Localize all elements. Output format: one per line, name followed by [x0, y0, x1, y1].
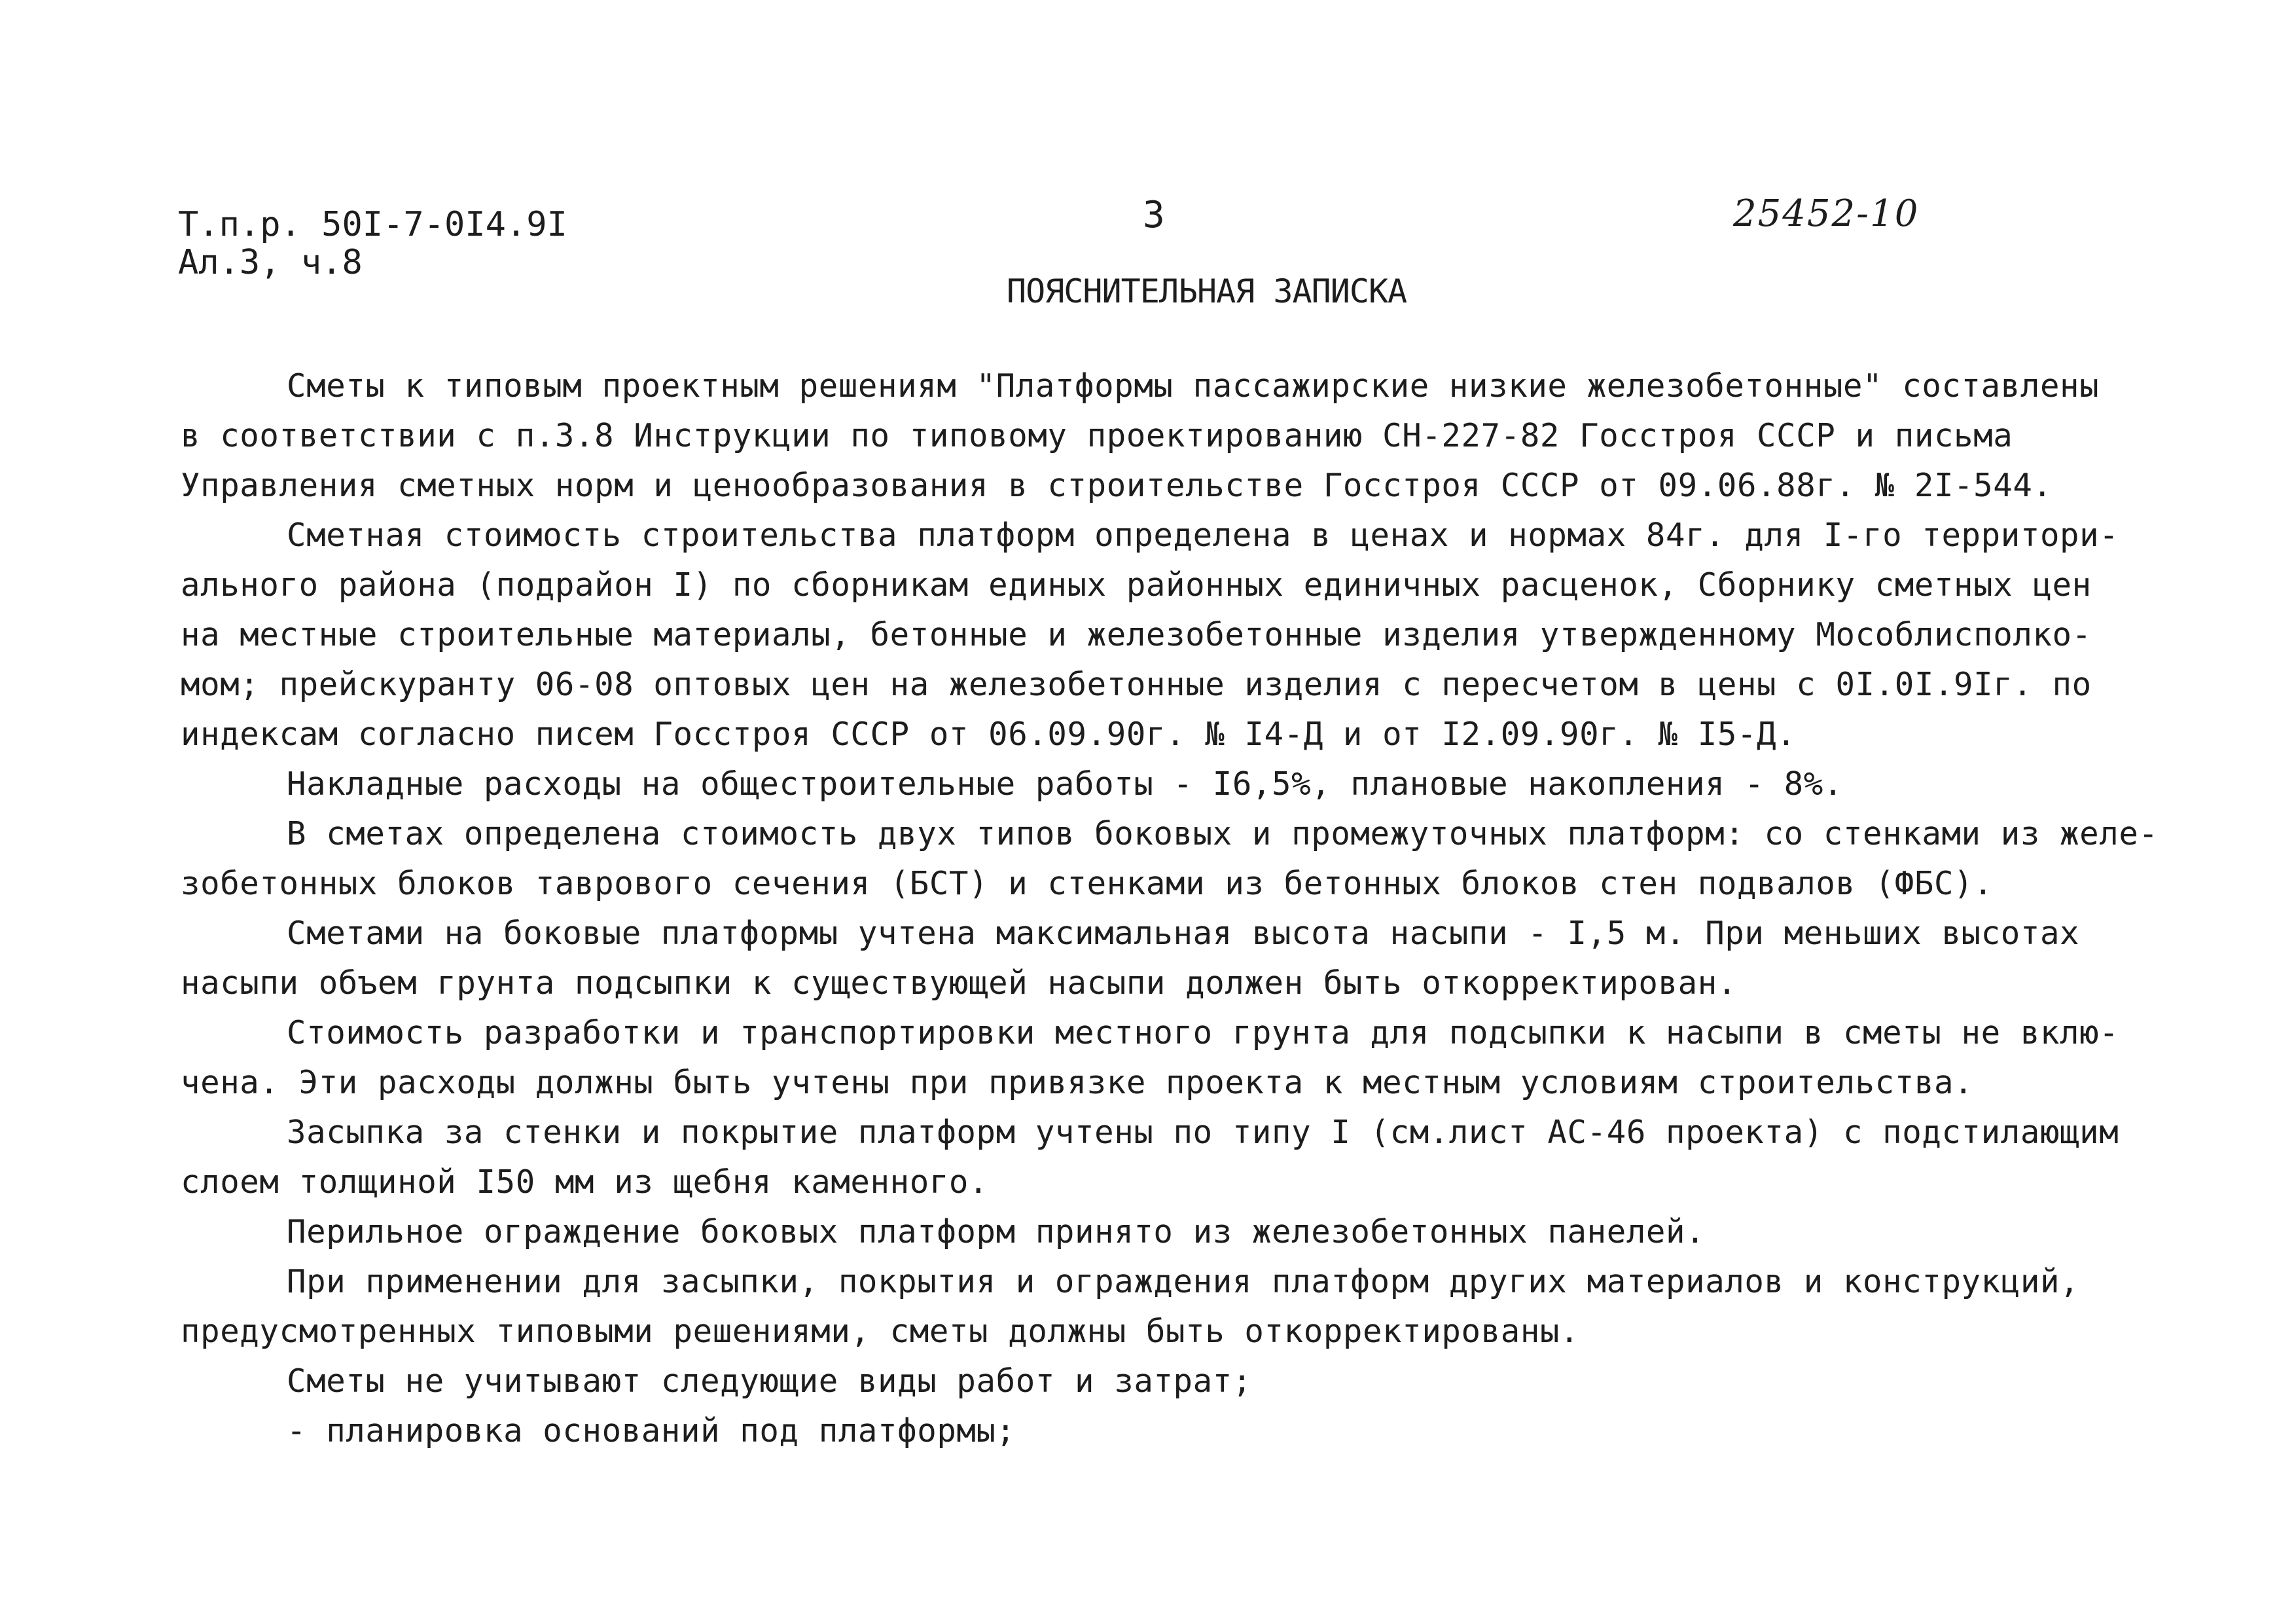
text-line: Стоимость разработки и транспортировки местного грунта для подсыпки к насыпи в сметы не вклю- — [287, 1014, 2119, 1051]
text-line: Сметы к типовым проектным решениям "Платформы пассажирские низкие железобетонные" составлены — [287, 367, 2100, 405]
text-line: мом; прейскуранту 06-08 оптовых цен на железобетонные изделия с пересчетом в цены с 0I.0I.9Iг. по — [181, 666, 2092, 703]
text-line: При применении для засыпки, покрытия и ограждения платформ других материалов и конструкций, — [287, 1263, 2080, 1300]
album-reference: Ал.3, ч.8 — [178, 243, 363, 282]
text-line: Засыпка за стенки и покрытие платформ учтены по типу I (см.лист АС-46 проекта) с подстилающим — [287, 1114, 2119, 1151]
text-line: Сметами на боковые платформы учтена максимальная высота насыпи - I,5 м. При меньших высотах — [287, 915, 2080, 952]
text-line: Сметы не учитывают следующие виды работ и затрат; — [287, 1362, 1252, 1400]
text-line: Сметная стоимость строительства платформ определена в ценах и нормах 84г. для I-го территори- — [287, 517, 2119, 554]
text-line: В сметах определена стоимость двух типов боковых и промежуточных платформ: со стенками из желе- — [287, 815, 2159, 852]
text-line: чена. Эти расходы должны быть учтены при привязке проекта к местным условиям строительства. — [181, 1064, 1974, 1101]
document-code: Т.п.р. 50I-7-0I4.9I — [178, 205, 567, 244]
text-line: насыпи объем грунта подсыпки к существующей насыпи должен быть откорректирован. — [181, 964, 1737, 1002]
text-line: Управления сметных норм и ценообразования в строительстве Госстроя СССР от 09.06.88г. № 2I-544. — [181, 467, 2053, 504]
text-line: Перильное ограждение боковых платформ принято из железобетонных панелей. — [287, 1213, 1706, 1250]
handwritten-archive-number: 25452-10 — [1733, 192, 1920, 235]
text-line: в соответствии с п.3.8 Инструкции по типовому проектированию СН-227-82 Госстроя СССР и письма — [181, 417, 2013, 454]
page-number: 3 — [1143, 194, 1165, 236]
text-line: на местные строительные материалы, бетонные и железобетонные изделия утвержденному Мособлисполко- — [181, 616, 2092, 653]
text-line: ального района (подрайон I) по сборникам единых районных единичных расценок, Сборнику сметных цен — [181, 566, 2092, 604]
text-line: слоем толщиной I50 мм из щебня каменного. — [181, 1163, 989, 1201]
text-line: предусмотренных типовыми решениями, сметы должны быть откорректированы. — [181, 1313, 1580, 1350]
text-line: индексам согласно писем Госстроя СССР от 06.09.90г. № I4-Д и от I2.09.90г. № I5-Д. — [181, 716, 1797, 753]
text-line: - планировка оснований под платформы; — [287, 1412, 1016, 1450]
document-title: ПОЯСНИТЕЛЬНАЯ ЗАПИСКА — [1007, 272, 1407, 310]
text-line: Накладные расходы на общестроительные работы - I6,5%, плановые накопления - 8%. — [287, 765, 1843, 803]
text-line: зобетонных блоков таврового сечения (БСТ) и стенками из бетонных блоков стен подвалов (ФБС). — [181, 865, 1994, 902]
